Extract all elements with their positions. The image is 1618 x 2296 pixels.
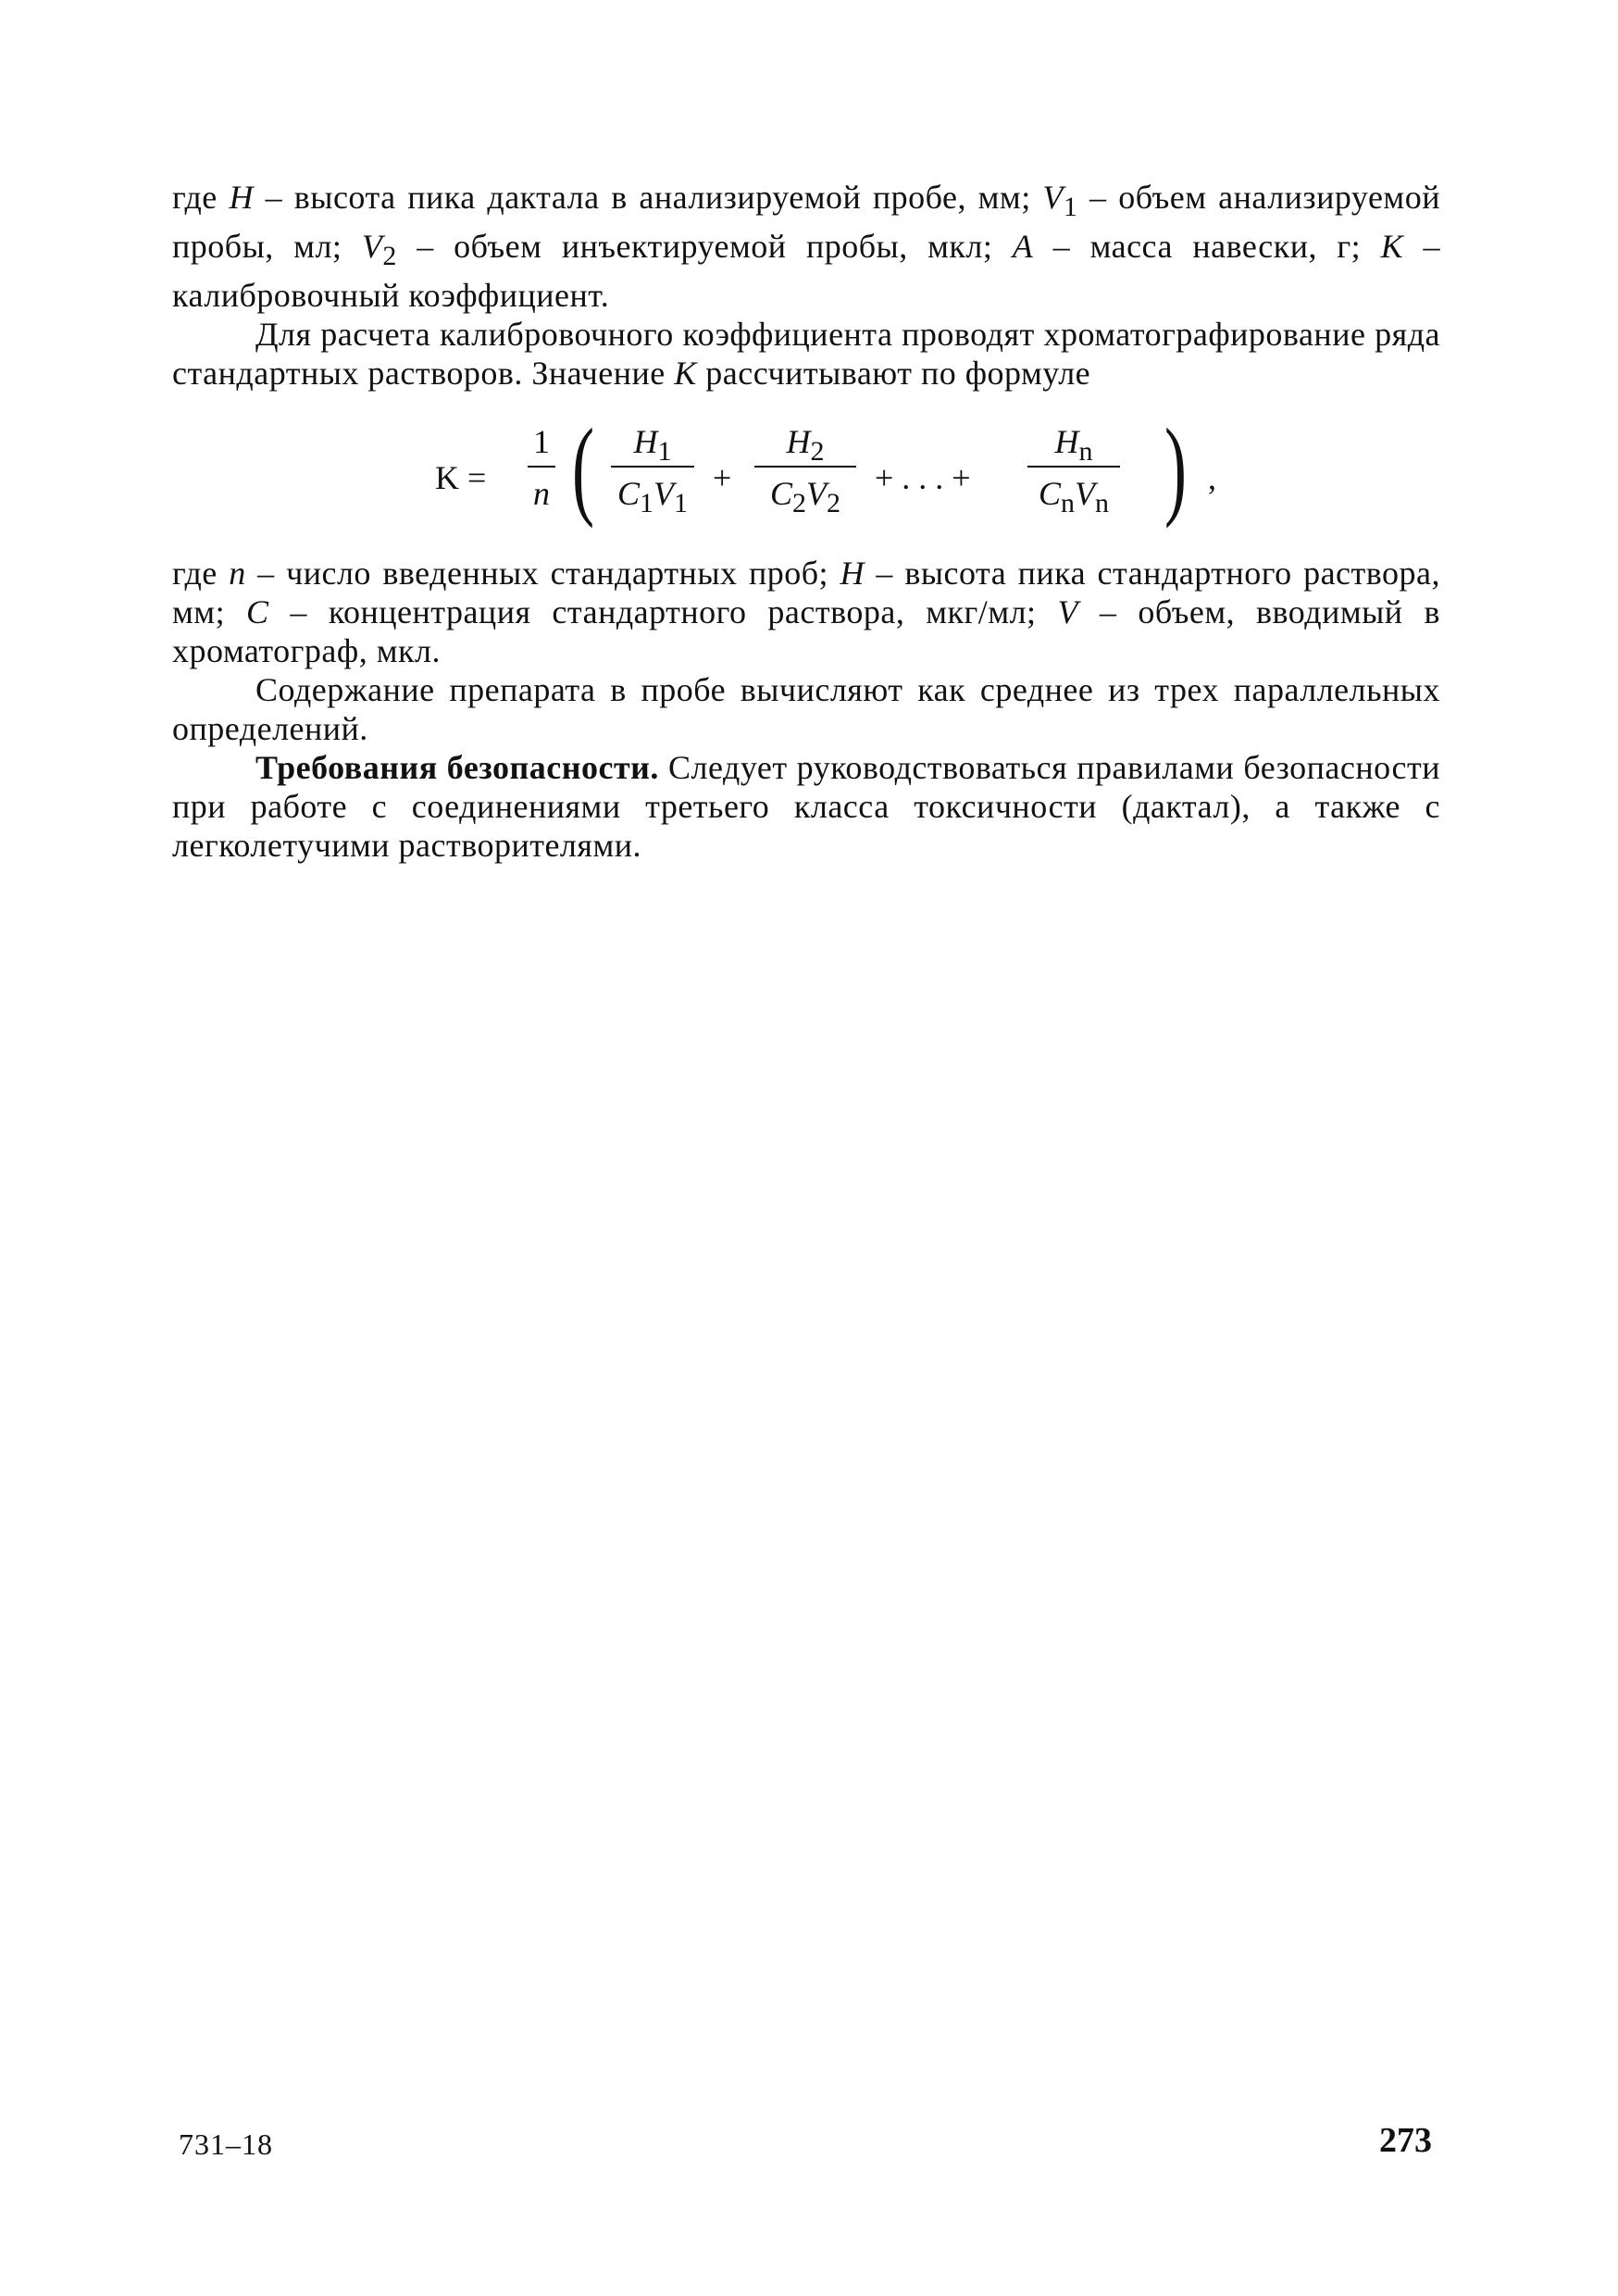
- formula-one-over-n: 1 n: [528, 421, 555, 514]
- body-text-top: [172, 178, 1440, 393]
- formula-right-paren: ): [1164, 406, 1187, 529]
- body-text-bottom: [172, 554, 1440, 865]
- formula-fraction-n: $H_n$ $C_nV_n$: [1027, 421, 1120, 514]
- safety-heading: Требования безопасности.: [255, 749, 659, 786]
- formula-plus-1: +: [713, 459, 732, 496]
- paragraph-content: Содержание препарата в пробе вычисляют как среднее из трех параллельных определений.: [172, 671, 1440, 747]
- paragraph-calibration: Для расчета калибровочного коэффициента проводят хроматографирование ряда стандартных растворов. Значение K рассчитывают по формуле: [172, 316, 1440, 393]
- formula-plus-ellipsis: + . . . +: [875, 459, 971, 496]
- formula-fraction-1: $H_1$ $C_1V_1$: [611, 421, 694, 514]
- paragraph-legend: где n – число введенных стандартных проб; H – высота пика стандартного раствора, мм; C – концентрация стандартного раствора, мкг/мл; V – объем, вводимый в хроматограф, мкл.: [172, 555, 1440, 669]
- page-number: 273: [1379, 2121, 1432, 2160]
- formula-lhs: K =: [435, 459, 487, 496]
- printing-signature: 731–18: [179, 2128, 273, 2161]
- formula-left-paren: (: [571, 406, 594, 529]
- formula-comma: ,: [1208, 459, 1216, 496]
- paragraph-safety: Требования безопасности. Следует руководствоваться правилами безопасности при работе с соединениями третьего класса токсичности (дактал), а также с легколетучими растворителями.: [172, 749, 1440, 864]
- paragraph-variables: где H – высота пика дактала в анализируемой пробе, мм; $V_1$ – объем анализируемой пробы, мл; $V_2$ – объем инъектируемой пробы, мкл; A – масса навески, г; K – калибровочный коэффициент.: [172, 179, 1440, 315]
- formula-fraction-2: $H_2$ $C_2V_2$: [754, 421, 856, 514]
- calibration-formula: [435, 406, 1268, 542]
